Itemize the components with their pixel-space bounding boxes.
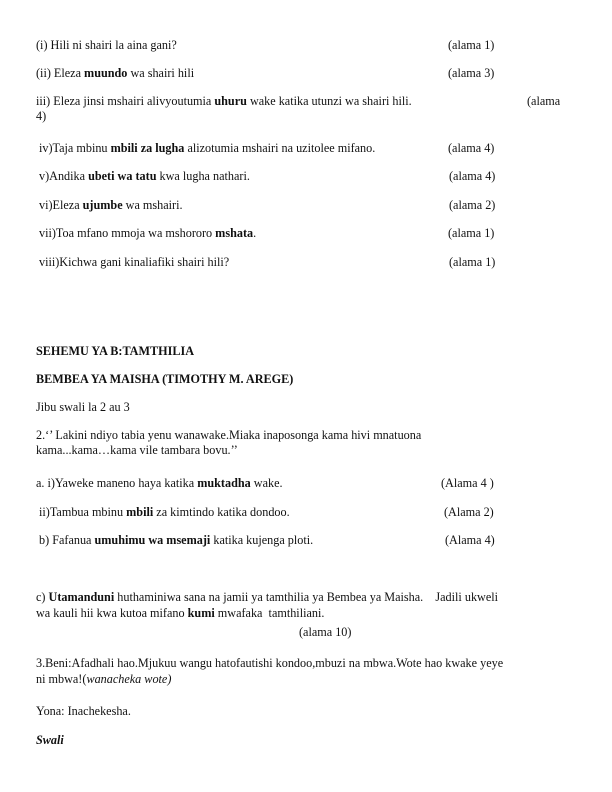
q2-quote-line1: 2.‘’ Lakini ndiyo tabia yenu wanawake.Miaka inaposonga kama hivi mnatuona [36, 428, 422, 442]
q2-part-c-line2 [36, 606, 324, 620]
question-text: vii)Toa mfano mmoja wa mshororo [39, 226, 216, 240]
q3-line1: 3.Beni:Afadhali hao.Mjukuu wangu hatofautishi kondoo,mbuzi na mbwa.Wote hao kwake yeye [36, 656, 504, 670]
question-text: ni mbwa!( [36, 672, 87, 686]
question-text: vi)Eleza [39, 198, 83, 212]
q2-part-b-marks: (Alama 4) [445, 533, 495, 547]
question-text: iv)Taja mbinu [39, 141, 111, 155]
question-text: (i) Hili ni shairi la aina gani? [36, 38, 177, 52]
question-i-marks: (alama 1) [448, 38, 495, 52]
question-text: kwa lugha nathari. [156, 169, 250, 183]
question-bold: ubeti wa tatu [88, 169, 157, 183]
question-iii [36, 94, 412, 108]
question-text: mwafaka tamthiliani. [214, 606, 325, 620]
question-text: huthaminiwa sana na jamii ya tamthilia ya Bembea ya Maisha. Jadili ukweli [114, 590, 499, 604]
question-v [39, 169, 250, 183]
question-iv [39, 141, 375, 155]
question-text: (ii) Eleza [36, 66, 85, 80]
question-text: wake. [250, 476, 283, 490]
question-v-marks: (alama 4) [449, 169, 496, 183]
question-text: a. i)Yaweke maneno haya katika [36, 476, 198, 490]
instruction: Jibu swali la 2 au 3 [36, 400, 130, 414]
stage-direction: wanacheka wote) [86, 672, 172, 686]
question-text: v)Andika [39, 169, 89, 183]
question-text: wa shairi hili [127, 66, 195, 80]
question-vi [39, 198, 183, 212]
question-bold: muundo [84, 66, 128, 80]
question-iv-marks: (alama 4) [448, 141, 495, 155]
question-bold: kumi [187, 606, 215, 620]
question-bold: mshata [215, 226, 254, 240]
section-b-heading: SEHEMU YA B:TAMTHILIA [36, 344, 195, 358]
q3-swali-heading: Swali [36, 733, 64, 747]
question-text: iii) Eleza jinsi mshairi alivyoutumia [36, 94, 215, 108]
q2-part-c-line1 [36, 590, 498, 604]
q2-part-a-ii [39, 505, 290, 519]
question-bold: Utamanduni [48, 590, 115, 604]
question-viii [39, 255, 229, 269]
question-text: viii)Kichwa gani kinaliafiki shairi hili? [39, 255, 230, 269]
question-vi-marks: (alama 2) [449, 198, 496, 212]
question-text: wake katika utunzi wa shairi hili. [246, 94, 412, 108]
question-bold: muktadha [197, 476, 251, 490]
question-bold: uhuru [214, 94, 247, 108]
q2-quote-line2: kama...kama…kama vile tambara bovu.’’ [36, 443, 238, 457]
question-bold: mbili [126, 505, 154, 519]
question-text: c) [36, 590, 49, 604]
question-text: ii)Tambua mbinu [39, 505, 127, 519]
q2-part-c-marks: (alama 10) [299, 625, 352, 639]
question-text: b) Fafanua [39, 533, 95, 547]
question-vii [39, 226, 256, 240]
question-bold: mbili za lugha [110, 141, 185, 155]
question-viii-marks: (alama 1) [449, 255, 496, 269]
q2-part-a-ii-marks: (Alama 2) [444, 505, 494, 519]
question-iii-marks: (alama [527, 94, 561, 108]
question-text: alizotumia mshairi na uzitolee mifano. [184, 141, 376, 155]
question-i [36, 38, 177, 52]
q3-line2 [36, 672, 171, 686]
q2-part-a-i [36, 476, 283, 490]
q3-yona: Yona: Inachekesha. [36, 704, 131, 718]
question-ii [36, 66, 194, 80]
q2-part-a-i-marks: (Alama 4 ) [441, 476, 494, 490]
question-iii-marks-wrap: 4) [36, 109, 47, 123]
book-title: BEMBEA YA MAISHA (TIMOTHY M. AREGE) [36, 372, 294, 386]
question-bold: ujumbe [82, 198, 123, 212]
question-text: katika kujenga ploti. [210, 533, 314, 547]
question-text: wa mshairi. [122, 198, 183, 212]
question-text: wa kauli hii kwa kutoa mifano [36, 606, 188, 620]
q2-part-b [39, 533, 313, 547]
question-vii-marks: (alama 1) [448, 226, 495, 240]
question-text: za kimtindo katika dondoo. [153, 505, 290, 519]
question-text: . [253, 226, 257, 240]
question-ii-marks: (alama 3) [448, 66, 495, 80]
question-bold: umuhimu wa msemaji [94, 533, 211, 547]
